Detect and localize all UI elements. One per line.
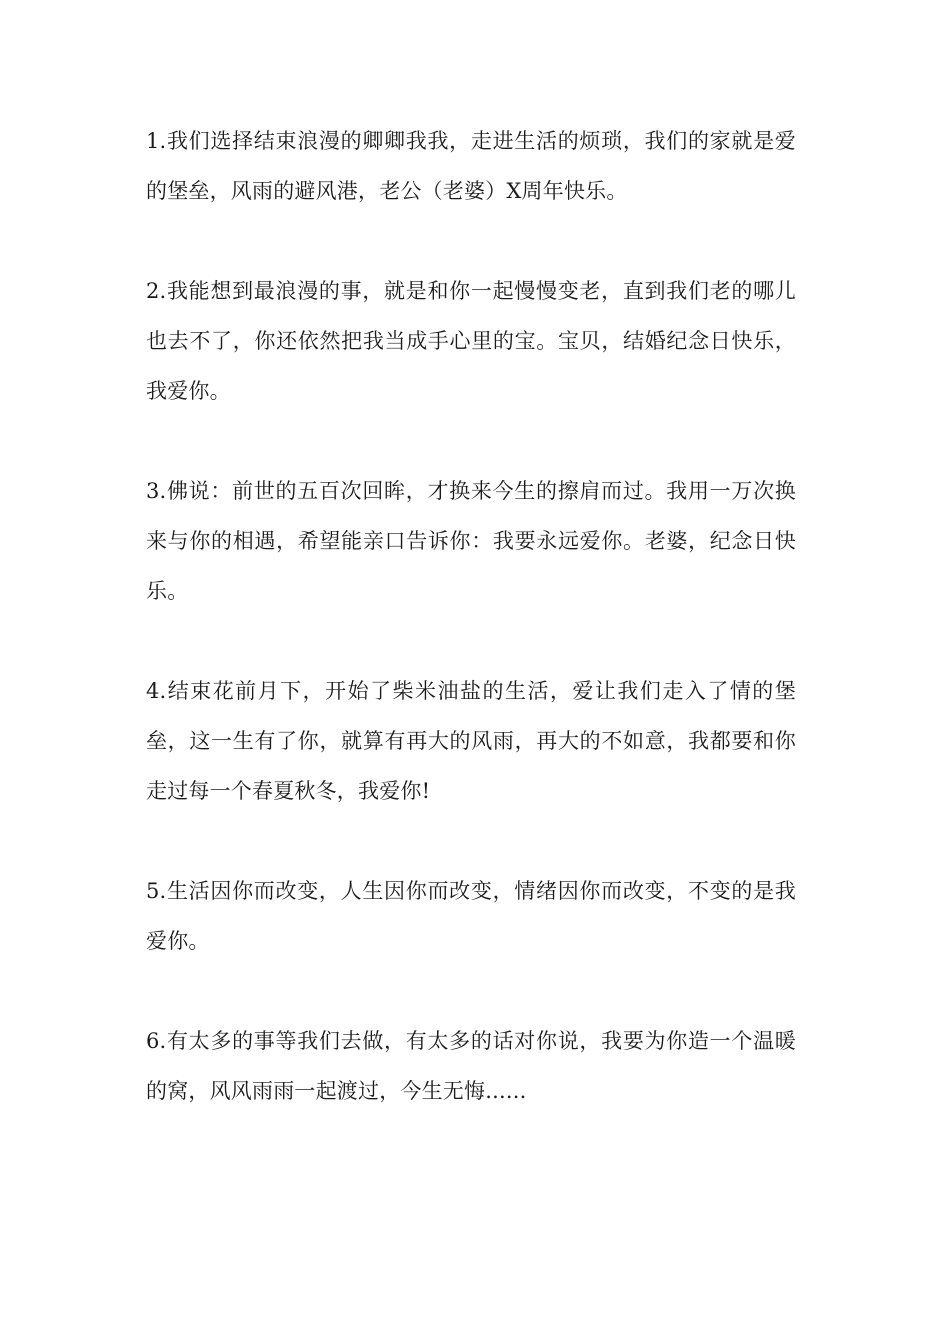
paragraph-1: 1.我们选择结束浪漫的卿卿我我，走进生活的烦琐，我们的家就是爱的堡垒，风雨的避风港，老公（老婆）X周年快乐。 xyxy=(146,129,796,203)
paragraph-4: 4.结束花前月下，开始了柴米油盐的生活，爱让我们走入了情的堡垒，这一生有了你，就算有再大的风雨，再大的不如意，我都要和你走过每一个春夏秋冬，我爱你! xyxy=(146,679,796,803)
paragraph-2: 2.我能想到最浪漫的事，就是和你一起慢慢变老，直到我们老的哪儿也去不了，你还依然把我当成手心里的宝。宝贝，结婚纪念日快乐，我爱你。 xyxy=(146,279,796,403)
paragraph-5: 5.生活因你而改变，人生因你而改变，情绪因你而改变，不变的是我爱你。 xyxy=(146,879,796,953)
paragraph-6: 6.有太多的事等我们去做，有太多的话对你说，我要为你造一个温暖的窝，风风雨雨一起渡过，今生无悔...... xyxy=(146,1029,796,1103)
document-body xyxy=(146,116,796,1166)
paragraph-3: 3.佛说：前世的五百次回眸，才换来今生的擦肩而过。我用一万次换来与你的相遇，希望能亲口告诉你：我要永远爱你。老婆，纪念日快乐。 xyxy=(146,479,796,603)
